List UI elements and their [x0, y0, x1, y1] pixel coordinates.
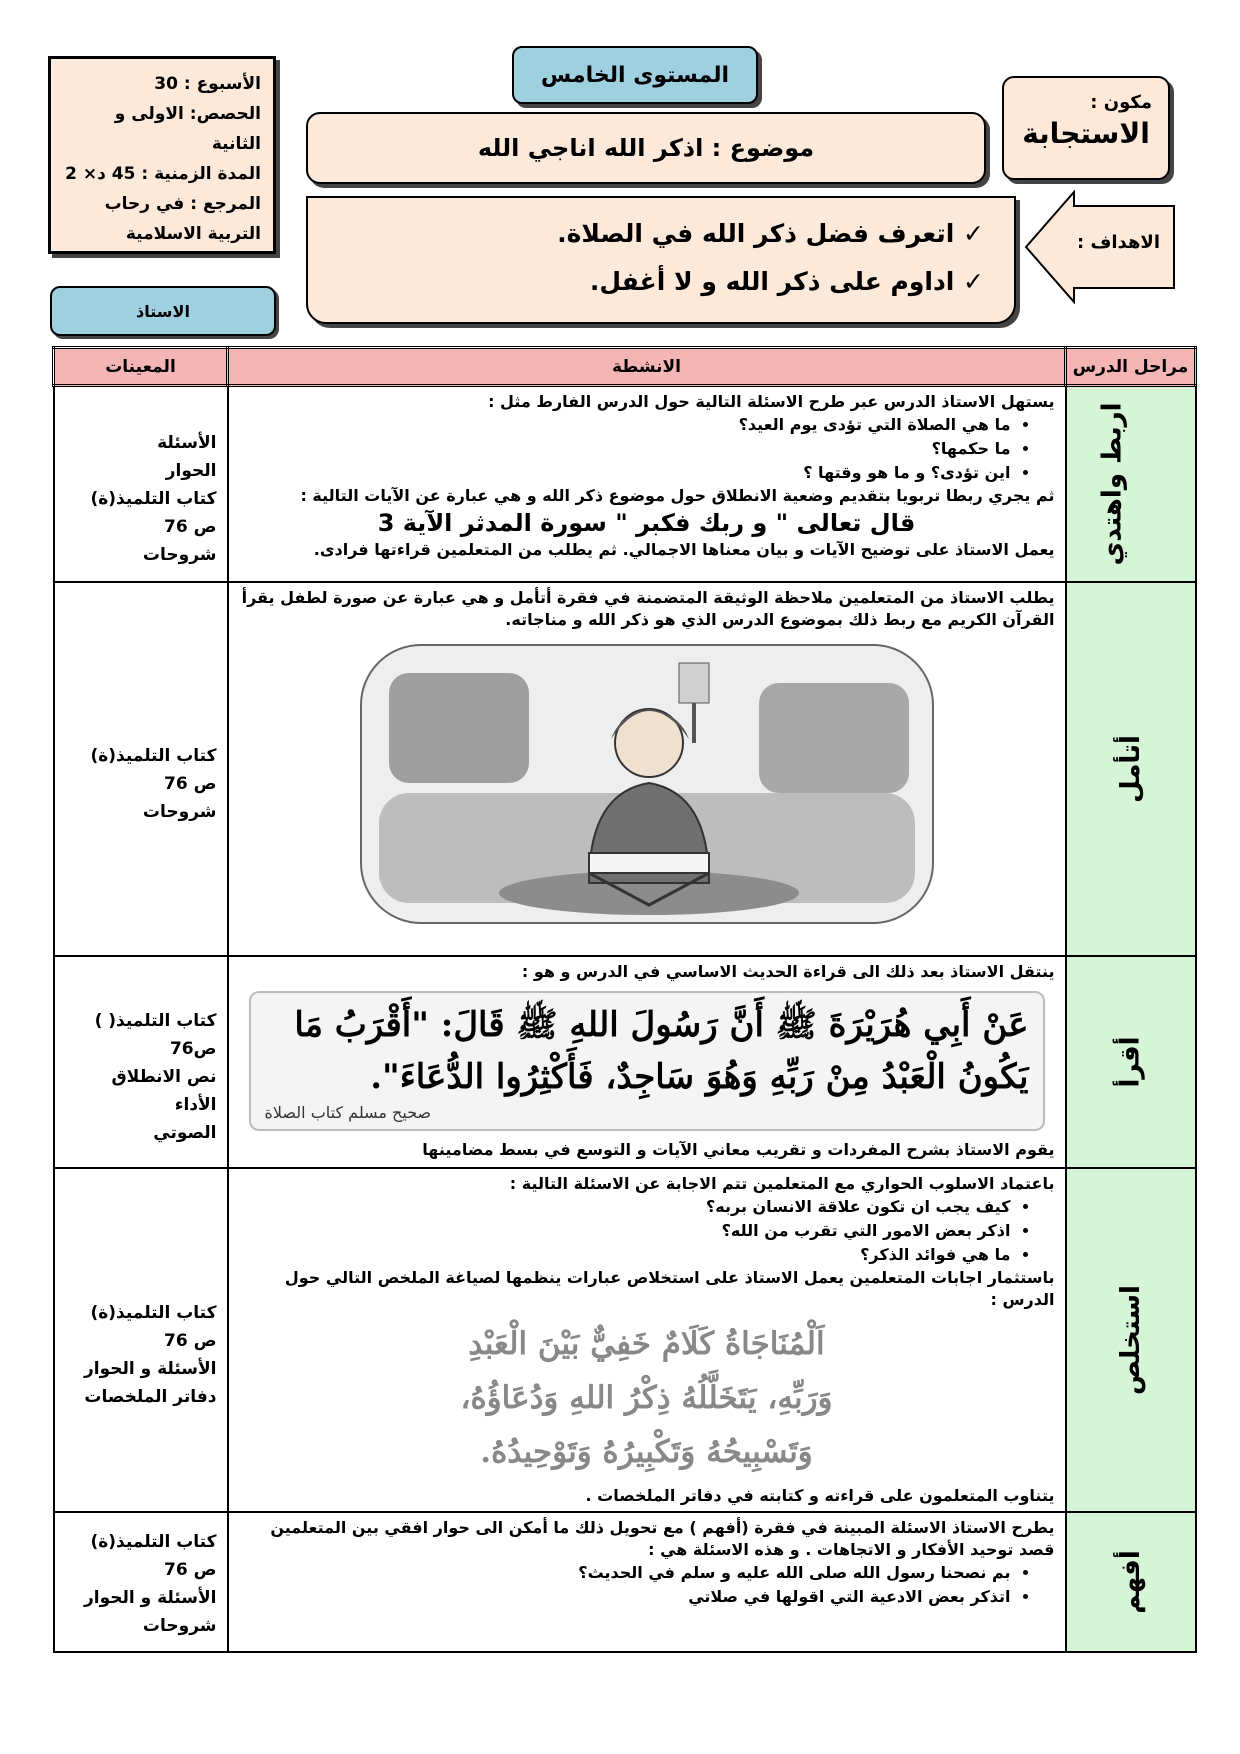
question-item: • اذكر بعض الامور التي تقرب من الله؟ [239, 1219, 1011, 1243]
question-item: • ما حكمها؟ [239, 437, 1011, 461]
summary-line: وَتَسْبِيحُهُ وَتَكْبِيرُهُ وَتَوْحِيدُهُ. [480, 1433, 813, 1470]
resource-item: الصوتي [153, 1122, 217, 1143]
hadith-box [249, 991, 1045, 1131]
stage-label: أتأمل [1115, 734, 1146, 803]
stage-cell [1066, 1512, 1196, 1652]
reference-info-line2: التربية الاسلامية [125, 224, 261, 244]
table-row [54, 1512, 1196, 1652]
stage-label: أفهم [1115, 1549, 1146, 1614]
resource-item: كتاب التلميذ(ة) [90, 488, 217, 509]
resource-item: الأسئلة و الحوار [83, 1358, 217, 1379]
activity-intro: يستهل الاستاذ الدرس عبر طرح الاسئلة التالية حول الدرس الفارط مثل : [488, 392, 1055, 411]
question-item: • اتذكر بعض الادعية التي اقولها في صلاتي [239, 1585, 1011, 1609]
question-item: • كيف يجب ان تكون علاقة الانسان بربه؟ [239, 1195, 1011, 1219]
question-item: • بم نصحنا رسول الله صلى الله عليه و سلم في الحديث؟ [239, 1561, 1011, 1585]
resource-item: كتاب التلميذ(ة) [90, 1302, 217, 1323]
table-row [54, 1168, 1196, 1512]
hadith-line: عَنْ أَبِي هُرَيْرَةَ ﷺ أَنَّ رَسُولَ اللهِ ﷺ قَالَ: "أَقْرَبُ مَا [294, 1004, 1029, 1045]
component-value: الاستجابة [1022, 117, 1150, 150]
activity-closing: يقوم الاستاذ بشرح المفردات و تقريب معاني الآيات و التوسع في بسط مضامينها [422, 1139, 1055, 1159]
question-item: • اين تؤدى؟ و ما هو وقتها ؟ [239, 461, 1011, 485]
resource-item: شروحات [142, 801, 217, 822]
table-row [54, 956, 1196, 1168]
table-row [54, 582, 1196, 956]
hadith-line: يَكُونُ الْعَبْدُ مِنْ رَبِّهِ وَهُوَ سَاجِدٌ، فَأَكْثِرُوا الدُّعَاءَ". [370, 1056, 1029, 1097]
reference-info: المرجع : في رحاب [104, 194, 261, 214]
sessions-info: الحصص: الاولى و الثانية [114, 104, 261, 154]
resource-item: الأداء [174, 1094, 217, 1115]
question-item: • ما هي الصلاة التي تؤدى يوم العيد؟ [239, 413, 1011, 437]
topic-title: موضوع : اذكر الله اناجي الله [306, 112, 986, 184]
activity-link: ثم يجري ربطا تربويا بتقديم وضعية الانطلاق حول موضوع ذكر الله و هي عبارة عن الآيات التالية : [300, 486, 1055, 505]
activity-text: يطلب الاستاذ من المتعلمين ملاحظة الوثيقة المتضمنة في فقرة أتأمل و هي عبارة عن صورة لطفل يقرأ القرآن الكريم مع ربط ذلك بموضوع الدرس الذي هو ذكر الله و مناجاته. [241, 587, 1055, 629]
header-activities: الانشطة [228, 348, 1066, 386]
activity-cell [228, 956, 1066, 1168]
goal-item: ✓ اتعرف فضل ذكر الله في الصلاة. [557, 219, 984, 248]
quran-verse: قال تعالى " و ربك فكبر " سورة المدثر الآية 3 [377, 509, 916, 537]
resources-cell [54, 956, 228, 1168]
resource-item: ص 76 [164, 1559, 217, 1580]
activity-intro: باعتماد الاسلوب الحواري مع المتعلمين تتم الاجابة عن الاسئلة التالية : [509, 1173, 1055, 1193]
resource-item: كتاب التلميذ(ة) [90, 745, 217, 766]
question-list [239, 413, 1055, 485]
header-resources: المعينات [54, 348, 228, 386]
resource-item: الأسئلة [157, 432, 217, 453]
stage-label: استخلص [1115, 1284, 1146, 1395]
activity-closing: يتناوب المتعلمون على قراءته و كتابته في دفاتر الملخصات . [585, 1485, 1055, 1505]
summary-line: وَرَبِّهِ، يَتَخَلَّلُهُ ذِكْرُ اللهِ وَدُعَاؤُهُ، [460, 1379, 833, 1416]
question-list [239, 1561, 1055, 1609]
resource-item: ص 76 [164, 1330, 217, 1351]
stage-label: أقرأ [1115, 1035, 1146, 1088]
stage-cell [1066, 386, 1196, 582]
lesson-summary [269, 1317, 1025, 1479]
lesson-info-box [48, 56, 276, 254]
resource-item: كتاب التلميذ( ) [94, 1010, 217, 1031]
activity-closing: يعمل الاستاذ على توضيح الآيات و بيان معناها الاجمالي. ثم يطلب من المتعلمين قراءتها فرادى. [313, 540, 1055, 559]
activity-intro: يطرح الاستاذ الاسئلة المبينة في فقرة (أفهم ) مع تحويل ذلك ما أمكن الى حوار افقي بين المتعلمين قصد توحيد الأفكار و الاتجاهات . و هذه الاسئلة هي : [270, 1517, 1055, 1559]
resource-item: ص 76 [164, 773, 217, 794]
question-item: • ما هي فوائد الذكر؟ [239, 1243, 1011, 1267]
stage-cell [1066, 582, 1196, 956]
component-box [1002, 76, 1170, 180]
week-info: الأسبوع : 30 [154, 74, 261, 94]
resource-item: شروحات [142, 544, 217, 565]
resources-cell [54, 386, 228, 582]
level-title: المستوى الخامس [512, 46, 758, 104]
teacher-label: الاستاذ [50, 286, 276, 336]
question-list [239, 1195, 1055, 1267]
stage-cell [1066, 1168, 1196, 1512]
activity-link: باستثمار اجابات المتعلمين يعمل الاستاذ على استخلاص عبارات ينظمها لصياغة الملخص التالي حول الدرس : [284, 1267, 1055, 1309]
goals-label: الاهداف : [1077, 232, 1160, 253]
resources-cell [54, 1512, 228, 1652]
resource-item: شروحات [142, 1615, 217, 1636]
goals-box [306, 196, 1016, 324]
hadith-source: صحيح مسلم كتاب الصلاة [264, 1102, 432, 1122]
summary-line: اَلْمُنَاجَاةُ كَلَامٌ خَفِيٌّ بَيْنَ الْعَبْدِ [468, 1325, 825, 1362]
resource-item: نص الانطلاق [111, 1066, 217, 1087]
resources-cell [54, 582, 228, 956]
resource-item: دفاتر الملخصات [84, 1386, 217, 1407]
child-reading-quran-image [359, 643, 935, 925]
stage-label: اربط واهتدي [1097, 402, 1128, 566]
table-row [54, 386, 1196, 582]
resources-cell [54, 1168, 228, 1512]
resource-item: الأسئلة و الحوار [83, 1587, 217, 1608]
header-stages: مراحل الدرس [1066, 348, 1196, 386]
activity-cell [228, 1168, 1066, 1512]
lesson-table [52, 346, 1197, 1653]
component-label: مكون : [1090, 92, 1152, 113]
activity-cell [228, 386, 1066, 582]
resource-item: كتاب التلميذ(ة) [90, 1531, 217, 1552]
resource-item: ص76 [169, 1038, 217, 1059]
stage-cell [1066, 956, 1196, 1168]
resource-item: الحوار [165, 460, 217, 481]
activity-cell [228, 582, 1066, 956]
resource-item: ص 76 [164, 516, 217, 537]
duration-info: المدة الزمنية : 45 د× 2 [65, 164, 261, 184]
goal-item: ✓ اداوم على ذكر الله و لا أغفل. [589, 267, 984, 296]
activity-cell [228, 1512, 1066, 1652]
activity-intro: ينتقل الاستاذ بعد ذلك الى قراءة الحديث الاساسي في الدرس و هو : [521, 961, 1055, 981]
